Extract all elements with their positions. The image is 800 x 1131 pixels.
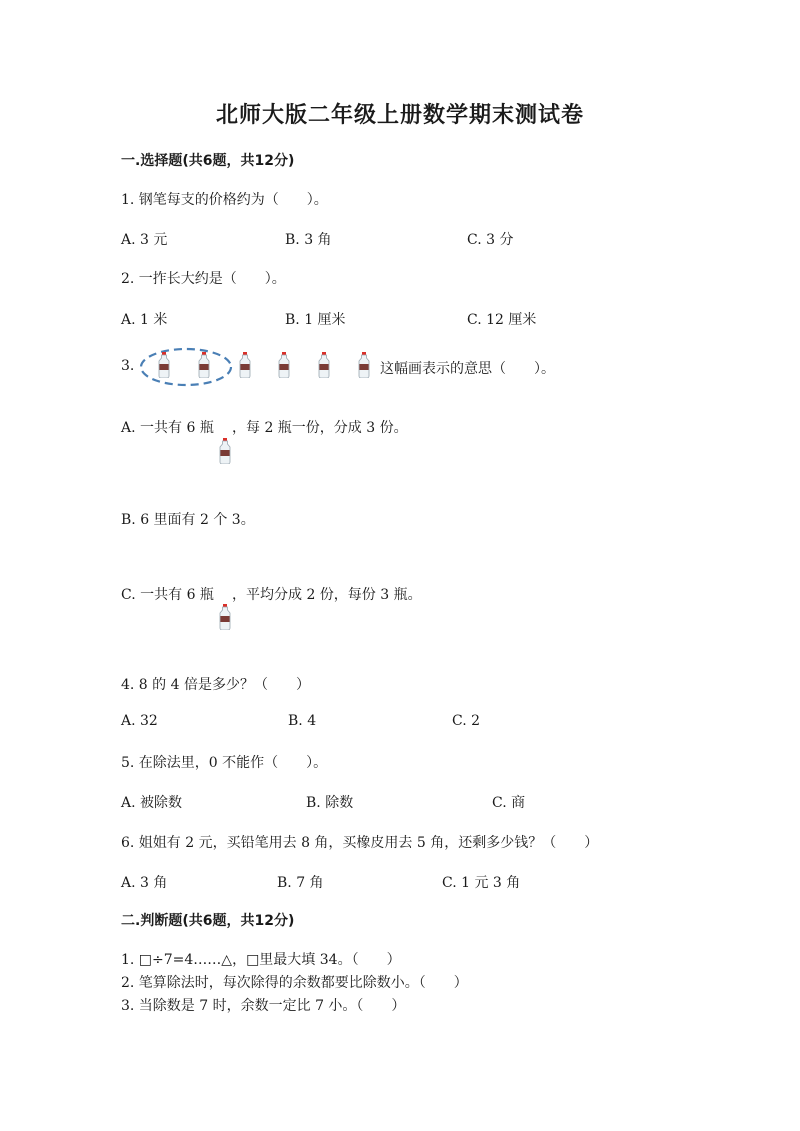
question-3-number: 3. [121, 358, 135, 374]
question-1-option-a: A. 3 元 [121, 232, 168, 248]
question-4-stem: 4. 8 的 4 倍是多少？（ ） [121, 677, 310, 693]
judgement-item-1: 1. □÷7=4……△，□里最大填 34。（ ） [121, 952, 401, 968]
water-bottle-icon [238, 352, 252, 378]
question-6-option-c: C. 1 元 3 角 [442, 875, 521, 891]
question-3-stem: 这幅画表示的意思（ ）。 [380, 361, 555, 377]
water-bottle-icon [317, 352, 331, 378]
question-4-option-a: A. 32 [121, 713, 158, 729]
water-bottle-icon [157, 352, 171, 378]
water-bottle-icon [357, 352, 371, 378]
question-1-option-b: B. 3 角 [285, 232, 332, 248]
question-3-option-c: C. 一共有 6 瓶 [121, 587, 214, 603]
section-heading-choice: 一.选择题(共6题，共12分) [121, 153, 295, 169]
question-1-option-c: C. 3 分 [467, 232, 514, 248]
page-title: 北师大版二年级上册数学期末测试卷 [215, 102, 584, 128]
question-3-option-c-suffix: ，平均分成 2 份，每份 3 瓶。 [232, 587, 422, 603]
water-bottle-icon [277, 352, 291, 378]
water-bottle-icon [197, 352, 211, 378]
water-bottle-icon [218, 604, 232, 630]
question-5-option-a: A. 被除数 [121, 795, 183, 811]
judgement-item-3: 3. 当除数是 7 时，余数一定比 7 小。（ ） [121, 998, 406, 1014]
question-5-option-b: B. 除数 [306, 795, 354, 811]
water-bottle-icon [218, 438, 232, 464]
question-2-option-a: A. 1 米 [121, 312, 168, 328]
question-2-stem: 2. 一拃长大约是（ ）。 [121, 271, 286, 287]
question-6-option-b: B. 7 角 [277, 875, 324, 891]
judgement-item-2: 2. 笔算除法时，每次除得的余数都要比除数小。（ ） [121, 975, 468, 991]
section-heading-judgement: 二.判断题(共6题，共12分) [121, 913, 295, 929]
question-3-option-b: B. 6 里面有 2 个 3。 [121, 512, 255, 528]
question-5-option-c: C. 商 [492, 795, 526, 811]
question-4-option-b: B. 4 [288, 713, 317, 729]
question-4-option-c: C. 2 [452, 713, 481, 729]
grouping-ellipse-icon [138, 346, 234, 388]
question-1-stem: 1. 钢笔每支的价格约为（ ）。 [121, 192, 328, 208]
question-2-option-c: C. 12 厘米 [467, 312, 537, 328]
question-6-stem: 6. 姐姐有 2 元，买铅笔用去 8 角，买橡皮用去 5 角，还剩多少钱？（ ） [121, 835, 599, 851]
question-2-option-b: B. 1 厘米 [285, 312, 346, 328]
question-3-option-a-suffix: ，每 2 瓶一份，分成 3 份。 [232, 420, 408, 436]
question-6-option-a: A. 3 角 [121, 875, 168, 891]
question-3-option-a: A. 一共有 6 瓶 [121, 420, 214, 436]
question-5-stem: 5. 在除法里，0 不能作（ ）。 [121, 755, 328, 771]
